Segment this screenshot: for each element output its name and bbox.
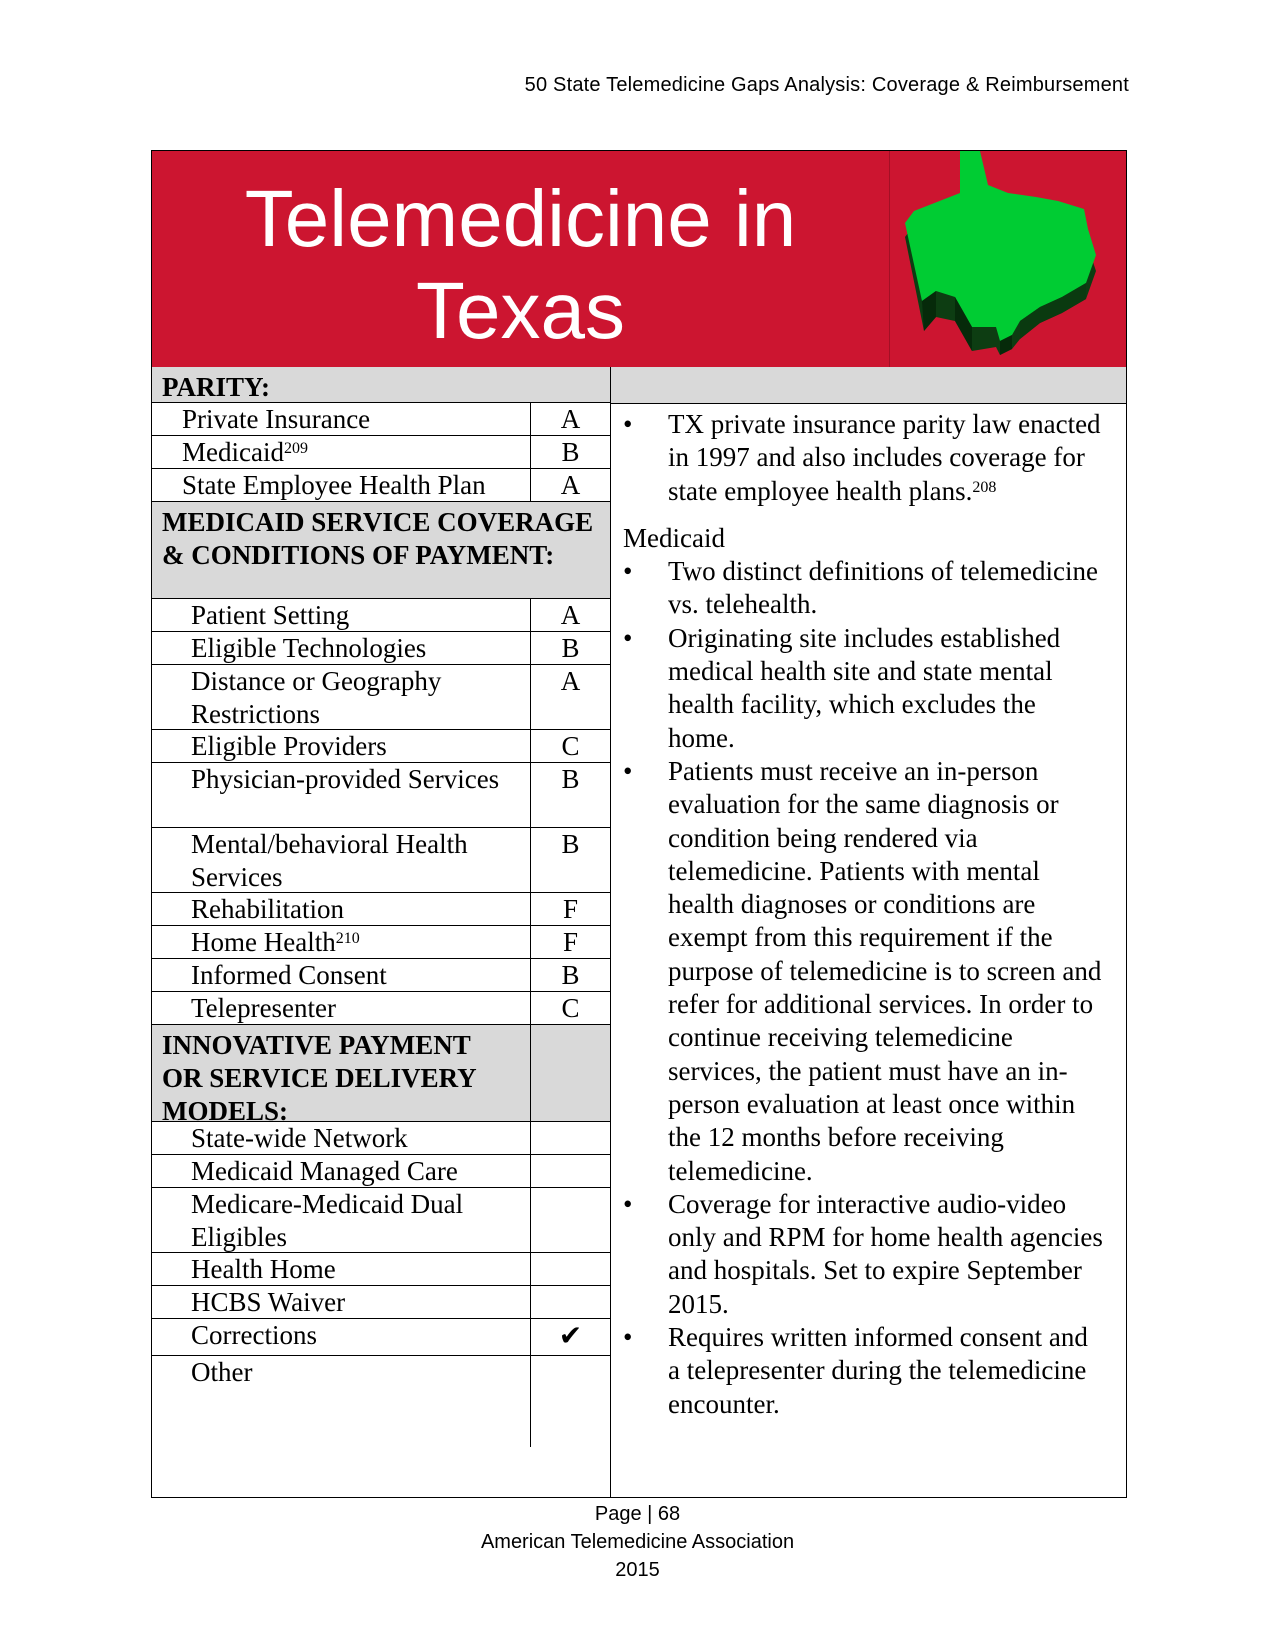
row-label: Distance or Geography Restrictions	[191, 666, 442, 729]
table-row	[152, 828, 610, 893]
list-item	[623, 555, 1106, 622]
table-row	[152, 730, 610, 763]
notes-header-cell	[611, 367, 1126, 404]
row-label: Telepresenter	[191, 993, 337, 1023]
row-label: Mental/behavioral Health Services	[191, 829, 468, 892]
check-mark-icon: ✔	[530, 1319, 610, 1355]
footer-organization: American Telemedicine Association	[480, 1531, 795, 1553]
list-item	[623, 408, 1106, 508]
bullet-icon: •	[623, 556, 633, 587]
mark-cell	[530, 1188, 610, 1252]
table-row	[152, 893, 610, 926]
banner-title	[152, 173, 889, 357]
note-text: Two distinct definitions of telemedicine vs. telehealth.	[668, 556, 1099, 620]
parity-heading: PARITY:	[152, 367, 610, 403]
table-row	[152, 959, 610, 992]
row-label: Corrections	[191, 1320, 317, 1350]
list-item	[623, 755, 1106, 1188]
footer-year: 2015	[615, 1559, 660, 1581]
page-number: Page | 68	[594, 1503, 681, 1525]
bullet-icon: •	[623, 1188, 633, 1219]
banner-title-line2: Texas	[416, 266, 625, 355]
bullet-icon: •	[623, 755, 633, 786]
innovative-heading-text: INNOVATIVE PAYMENT OR SERVICE DELIVERY MODELS:	[162, 1030, 476, 1126]
table-row	[152, 1122, 610, 1155]
innovative-heading	[152, 1025, 610, 1126]
medicaid-service-heading: MEDICAID SERVICE COVERAGE & CONDITIONS OF PAYMENT:	[152, 502, 610, 599]
note-text: TX private insurance parity law enacted in 1997 and also includes coverage for state employee health plans.	[668, 409, 1101, 506]
table-row	[152, 665, 610, 730]
row-label: Patient Setting	[191, 600, 350, 630]
state-profile-frame	[151, 150, 1127, 1498]
table-row	[152, 599, 610, 632]
notes-list	[611, 404, 1126, 1421]
table-row	[152, 926, 610, 959]
mark-cell	[530, 1155, 610, 1187]
row-label: Eligible Providers	[191, 731, 387, 761]
grade-cell: B	[530, 436, 610, 468]
grade-cell: B	[530, 828, 610, 892]
table-row	[152, 1319, 610, 1356]
footnote-ref: 208	[972, 478, 997, 496]
texas-map-icon	[900, 151, 1110, 367]
table-row	[152, 436, 610, 469]
row-label: Other	[191, 1357, 253, 1387]
mark-cell	[530, 1286, 610, 1318]
grade-cell: F	[530, 926, 610, 958]
bullet-icon: •	[623, 409, 633, 439]
banner-divider	[889, 151, 890, 367]
footnote-ref: 210	[335, 930, 360, 947]
row-label: Health Home	[191, 1254, 336, 1284]
row-label: State-wide Network	[191, 1123, 408, 1153]
footnote-ref: 209	[283, 440, 308, 457]
grade-cell: A	[530, 469, 610, 501]
mark-cell	[530, 1122, 610, 1154]
row-label: Rehabilitation	[191, 894, 344, 924]
table-row	[152, 1356, 610, 1447]
row-label: HCBS Waiver	[191, 1287, 346, 1317]
grade-cell: B	[530, 959, 610, 991]
grade-cell: C	[530, 992, 610, 1024]
list-item	[623, 622, 1106, 755]
row-label: Medicaid Managed Care	[191, 1156, 458, 1186]
grade-cell: A	[530, 403, 610, 435]
grade-cell: B	[530, 632, 610, 664]
row-label: Eligible Technologies	[191, 633, 427, 663]
bullet-icon: •	[623, 1322, 633, 1353]
table-row	[152, 1188, 610, 1253]
list-item	[623, 1321, 1106, 1421]
row-label: Private Insurance	[182, 404, 371, 434]
table-row	[152, 469, 610, 502]
table-row	[152, 1155, 610, 1188]
mark-cell	[530, 1253, 610, 1285]
grade-cell: F	[530, 893, 610, 925]
table-row	[152, 1286, 610, 1319]
mark-cell	[530, 1356, 610, 1447]
grade-cell: C	[530, 730, 610, 762]
row-label: Medicare-Medicaid Dual Eligibles	[191, 1189, 464, 1252]
grade-cell: B	[530, 763, 610, 827]
bullet-icon: •	[623, 622, 633, 653]
table-row	[152, 763, 610, 828]
notes-column	[610, 367, 1126, 1497]
grade-cell: A	[530, 599, 610, 631]
row-label: Informed Consent	[191, 960, 387, 990]
row-label: Medicaid$^{209}$	[182, 437, 308, 467]
banner-title-line1: Telemedicine in	[244, 174, 797, 263]
note-text: Patients must receive an in-person evaluation for the same diagnosis or condition being rendered via telemedicine. Patients with mental health diagnoses or conditions are exempt from this requirement if the purpose of telemedicine is to screen and refer for additional services. In order to continue receiving telemedicine services, the patient must have an in-person evaluation at least once within the 12 months before receiving telemedicine.	[668, 755, 1102, 1186]
row-label: Physician-provided Services	[191, 764, 500, 794]
table-row	[152, 403, 610, 436]
grade-cell: A	[530, 665, 610, 729]
table-row	[152, 992, 610, 1025]
page-footer	[0, 1500, 1275, 1584]
running-header: 50 State Telemedicine Gaps Analysis: Coverage & Reimbursement	[524, 74, 1129, 96]
table-row	[152, 1253, 610, 1286]
grades-column	[152, 367, 610, 1447]
list-item	[623, 1188, 1106, 1321]
medicaid-subtitle: Medicaid	[623, 522, 725, 553]
row-label: Home Health$^{210}$	[191, 927, 360, 957]
table-row	[152, 632, 610, 665]
title-banner	[152, 151, 1126, 371]
note-text: Coverage for interactive audio-video only and RPM for home health agencies and hospitals. Set to expire September 2015.	[668, 1188, 1103, 1319]
grade-cell	[530, 1025, 610, 1121]
note-text: Requires written informed consent and a telepresenter during the telemedicine encounter.	[668, 1322, 1088, 1419]
note-text: Originating site includes established medical health site and state mental health facility, which excludes the home.	[668, 622, 1061, 753]
row-label: State Employee Health Plan	[182, 470, 486, 500]
